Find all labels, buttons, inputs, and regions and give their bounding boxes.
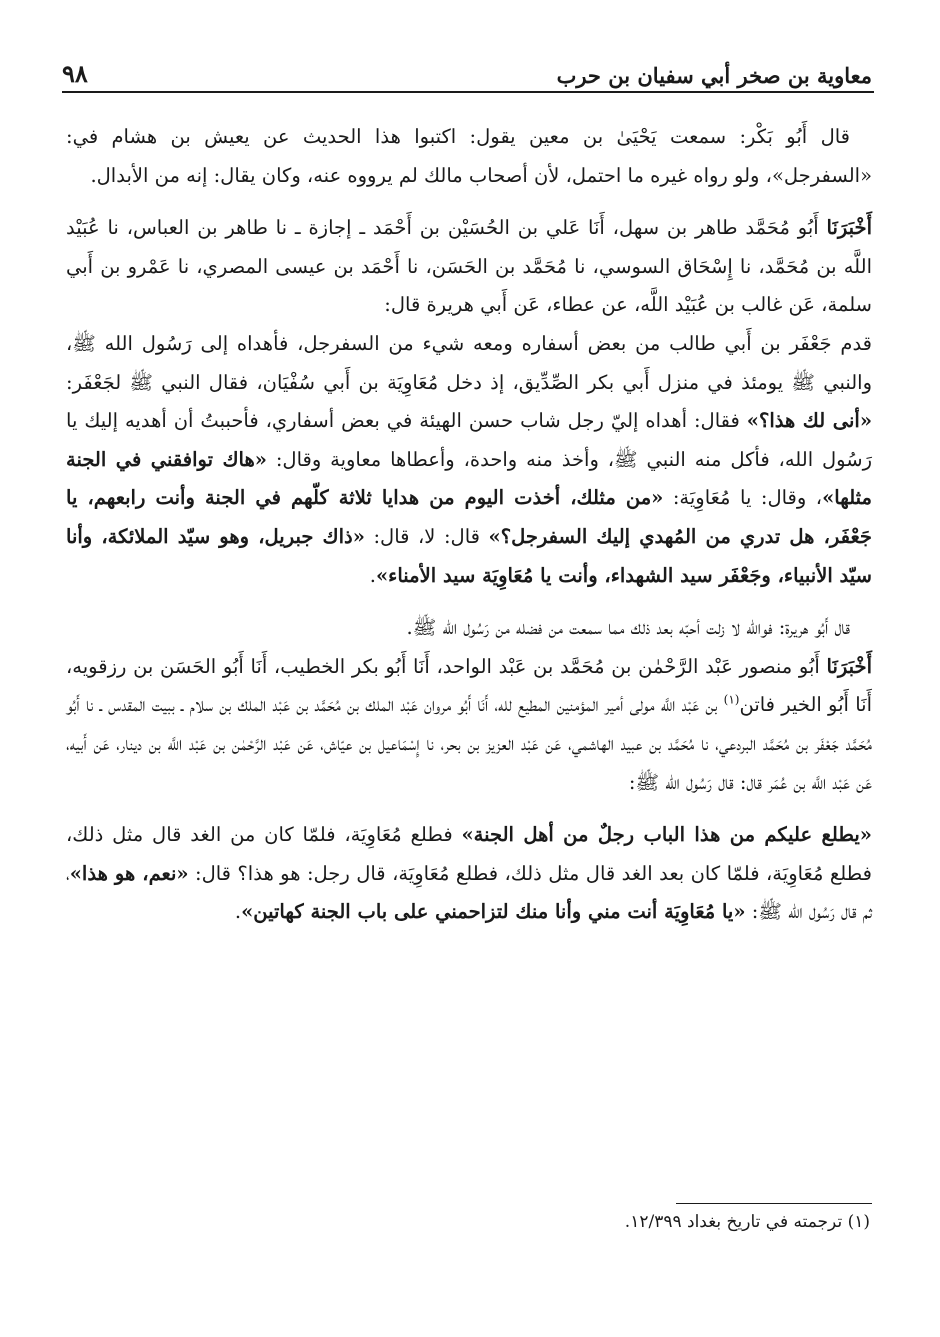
footnote: (١) ترجمته في تاريخ بغداد ١٢/٣٩٩. — [624, 1212, 870, 1232]
hadith-quote: «أنى لك هذا؟» — [746, 409, 873, 433]
isnad-lead: أَخْبَرَنَا — [826, 654, 872, 678]
paragraph-text: بن عَبْد اللَّه مولى أمير المؤمنين المطيع لله، أَنَا أَبُو مروان عَبْد الملك بن مُحَمَّد بن عَبْد الملك بن سلام ـ ببيت المقدس ـ نا أَبُو مُحَمَّد جَعْفَر بن مُحَمَّد البردعي، نا مُحَمَّد بن عبيد الهاشمي، عَن عَبْد العزيز بن بحر، نا إِسْمَاعيل بن عيّاش، عَن عَبْد الرَّحْمٰن بن عَبْد اللَّه بن دينار، عَن أَبيه، عَن عَبْد اللَّه بن عُمَر قال: قال رَسُول الله ﷺ: — [66, 693, 872, 794]
hadith-quote: «يا مُعَاوِيَة أنت مني وأنا منك لتزاحمني على باب الجنة كهاتين» — [241, 900, 746, 924]
paragraph-3 — [66, 325, 872, 595]
paragraph-1 — [66, 118, 872, 195]
paragraph-6 — [66, 816, 872, 932]
paragraph-text: أَبُو مُحَمَّد طاهر بن سهل، أَنَا عَلي بن الحُسَيْن بن أَحْمَد ـ إجازة ـ نا طاهر بن العباس، نا عُبَيْد اللَّه بن مُحَمَّد، نا إِسْحَاق السوسي، نا مُحَمَّد بن الحَسَن، نا أَحْمَد بن عيسى المصري، نا عَمْرو بن أَبي سلمة، عَن غالب بن عُبَيْد اللَّه، عن عطاء، عَن أَبي هريرة قال: — [66, 216, 872, 317]
page-number: ٩٨ — [62, 59, 88, 88]
paragraph-5 — [66, 648, 872, 802]
main-text — [66, 118, 872, 932]
paragraph-text: . — [234, 900, 242, 924]
paragraph-text: أَبُو منصور عَبْد الرَّحْمٰن بن مُحَمَّد بن عَبْد الواحد، أَنَا أَبُو بكر الخطيب، أَنَا أَبُو الحَسَن بن رزقويه، أَنَا أَبُو الخير فاتن — [66, 654, 872, 717]
paragraph-text: قال أَبُو بَكْر: سمعت يَحْيَىٰ بن معين يقول: اكتبوا هذا الحديث عن يعيش بن هشام في: «السفرجل»، ولو رواه غيره ما احتمل، لأن أصحاب مالك لم يرووه عنه، وكان يقال: إنه من الأبدال. — [66, 125, 872, 187]
hadith-quote: «هاك توافقني في الجنة مثلها» — [66, 447, 872, 510]
footnote-reference[interactable]: (١) — [723, 692, 740, 707]
hadith-quote: «ذاك جبريل، وهو سيّد الملائكة، وأنا سيّد الأنبياء، وجَعْفَر سيد الشهداء، وأنت يا مُعَاوِيَة سيد الأمناء» — [66, 524, 872, 587]
hadith-quote: «نعم، هو هذا» — [69, 861, 189, 885]
hadith-quote: «من مثلك، أخذت اليوم من هدايا ثلاثة كلّهم في الجنة وأنت رابعهم، يا جَعْفَر، هل تدري من المُهدي إليك السفرجل؟» — [66, 486, 872, 548]
paragraph-text: قدم جَعْفَر بن أَبي طالب من بعض أسفاره ومعه شيء من السفرجل، فأهداه إلى رَسُول الله ﷺ، والنبي ﷺ يومئذ في منزل أَبي بكر الصِّدِّيق، إذ دخل مُعَاوِيَة بن أَبي سُفْيَان، فقال النبي ﷺ لجَعْفَر: — [66, 331, 872, 394]
running-title: معاوية بن صخر أبي سفيان بن حرب — [556, 63, 872, 88]
header-rule — [62, 91, 874, 93]
hadith-quote: «يطلع عليكم من هذا الباب رجلٌ من أهل الجنة» — [461, 823, 872, 847]
paragraph-4 — [66, 609, 872, 648]
paragraph-text: قال أَبُو هريرة: فوالله لا زلت أحبّه بعد ذلك مما سمعت من فضله من رَسُول الله ﷺ. — [406, 616, 850, 640]
paragraph-2 — [66, 209, 872, 325]
paragraph-text: ، ثم قال رَسُول الله ﷺ: — [66, 861, 872, 924]
paragraph-text: . — [369, 563, 376, 587]
paragraph-text: قال: لا، قال: — [364, 524, 489, 548]
footnote-rule — [676, 1203, 872, 1204]
paragraph-text: فقال: أهداه إليّ رجل شاب حسن الهيئة في بعض أسفاري، فأحببتُ أن أهديه إليك يا رَسُول الله، فأكل منه النبي ﷺ، وأخذ منه واحدة، وأعطاها معاوية وقال: — [66, 409, 872, 471]
page-header — [62, 52, 872, 88]
isnad-lead: أَخْبَرَنَا — [826, 216, 872, 240]
paragraph-text: ، وقال: يا مُعَاوِيَة: — [663, 486, 823, 510]
paragraph-text: فطلع مُعَاوِيَة، فلمّا كان من الغد قال مثل ذلك، فطلع مُعَاوِيَة، فلمّا كان بعد الغد قال مثل ذلك، فطلع مُعَاوِيَة، قال رجل: هو هذا؟ قال: — [66, 823, 872, 885]
